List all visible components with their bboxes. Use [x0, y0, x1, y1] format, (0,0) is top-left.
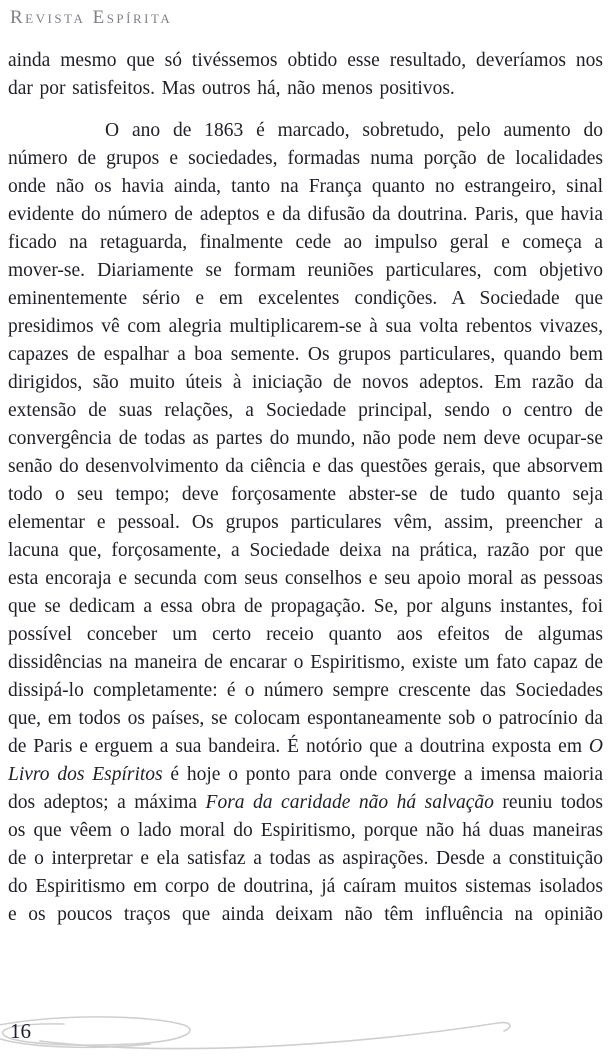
text-run: O ano de 1863 é marcado, sobretudo, pelo aumento do número de grupos e sociedades, formadas numa porção de localidades onde não os havia ainda, tanto na França quanto no estrangeiro, sinal evidente do número de adeptos e da difusão da doutrina. Paris, que havia ficado na retaguarda, finalmente cede ao impulso geral e começa a mover-se. Diariamente se formam reuniões particulares, com objetivo eminentemente sério e em excelentes condições. A Sociedade que presidimos vê com alegria multiplicarem-se à sua volta rebentos vivazes, capazes de espalhar a boa semente. Os grupos particulares, quando bem dirigidos, são muito úteis à iniciação de novos adeptos. Em razão da extensão de suas relações, a Sociedade principal, sendo o centro de convergência de todas as partes do mundo, não pode nem deve ocupar-se senão do desenvolvimento da ciência e das questões gerais, que absorvem todo o seu tempo; deve forçosamente abster-se de tudo quanto seja elementar e pessoal. Os grupos particulares vêm, assim, preencher a lacuna que, forçosamente, a Sociedade deixa na prática, razão por que esta encoraja e secunda com seus conselhos e seu apoio moral as pessoas que se dedicam a essa obra de propagação. Se, por alguns instantes, foi possível conceber um certo receio quanto aos efeitos de algumas dissidências na maneira de encarar o Espiritismo, existe um fato capaz de dissipá-lo completamente: é o número sempre crescente das Sociedades que, em todos os países, se colocam espontaneamente sob o patrocínio da de Paris e erguem a sua bandeira. É notório que a doutrina exposta em [8, 120, 603, 757]
page-body [8, 47, 603, 929]
running-header-title: Revista Espírita [10, 7, 173, 28]
italic-title-run: O Livro dos Espíritos [8, 736, 603, 785]
italic-title-run: Fora da caridade não há salvação [205, 792, 494, 813]
page-number: 16 [10, 1019, 31, 1043]
page-footer [0, 1004, 611, 1056]
text-run: reuniu todos os que vêem o lado moral do Espiritismo, porque não há duas maneiras de o interpretar e ela satisfaz a todas as aspirações. Desde a constituição do Espiritismo em corpo de doutrina, já caíram muitos sistemas isolados e os poucos traços que ainda deixam não têm influência na opinião [8, 792, 603, 925]
text-run: ainda mesmo que só tivéssemos obtido esse resultado, deveríamos nos dar por satisfeitos. Mas outros há, não menos positivos. [8, 50, 603, 99]
calligraphic-flourish-icon [0, 1010, 540, 1054]
paragraph [8, 117, 603, 929]
text-run: é hoje o ponto para onde converge a imensa maioria dos adeptos; a máxima [8, 764, 603, 813]
paragraph [8, 47, 603, 103]
